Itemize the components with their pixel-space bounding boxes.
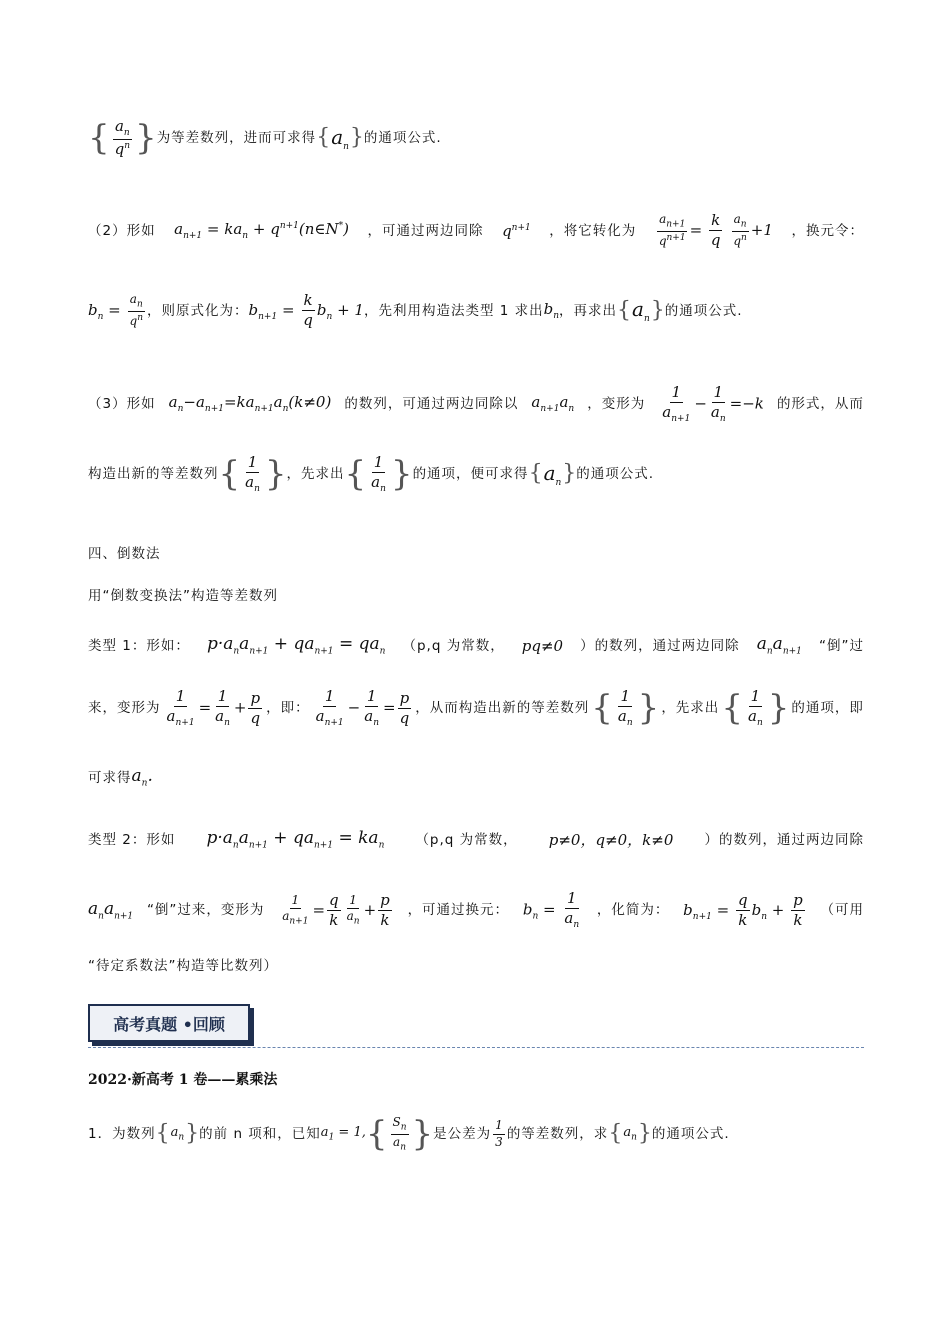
problem-1: 1．为数列 { $a_n$ } 的前 n 项和，已知 $a_1 = 1$, { $\frac{S_n}{a_n}$ } 是公差为 $\frac{1}{3}$ 的等差数列，求 { $a_n$ } 的通项公式. xyxy=(88,1114,864,1155)
formula-an: { $a_n$ } xyxy=(316,125,364,153)
type-1-line-3: 可求得 $a_n$. xyxy=(88,766,153,789)
para-3-line-2: 构造出新的等差数列 { $\frac{1}{a_n}$ } ，先求出 { $\frac{1}{a_n}$ } 的通项，便可求得 { $a_n$ } 的通项公式. xyxy=(88,454,864,495)
para-2-line-2: $b_n$ = $\frac{a_n}{q^n}$ ，则原式化为： $b_{n+1}$ = $\frac{k}{q}$ $b_n + 1$ ，先利用构造法类型 1 求出 $b_n$ ，再求出 { $a_n$ } 的通项公式. xyxy=(88,292,864,330)
type-1-line-2: 来，变形为 $\frac{1}{a_{n+1}}$ = $\frac{1}{a_n}$ + $\frac{p}{q}$ ，即： $\frac{1}{a_{n+1}}$ − $\frac{1}{a_n}$ = $\frac{p}{q}$ ，从而构造出新的等差数列 { $\frac{1}{a_n}$ } ，先求出 { $\frac{1}{a_n}$ } 的通项，即 xyxy=(88,688,864,729)
type-2-line-3: “待定系数法”构造等比数列） xyxy=(88,958,278,974)
line-1: { $\frac{a_n}{q^n}$ } 为等差数列，进而可求得 { $a_n$ } 的通项公式. xyxy=(88,118,864,159)
para-3-line-1: （3）形如 $a_n-a_{n+1}=ka_{n+1}a_n(k\ne 0)$ 的数列，可通过两边同除以 $a_{n+1}a_n$ ，变形为 $\frac{1}{a_{n+1}}$ − $\frac{1}{a_n}$ =−k 的形式，从而 xyxy=(88,383,864,425)
section-banner: 高考真题 •回顾 xyxy=(88,1004,250,1042)
type-2-line-2: $a_na_{n+1}$ “倒”过来，变形为 $\frac{1}{a_{n+1}}$ = $\frac{q}{k}$ $\frac{1}{a_n}$ + $\frac{p}{k}$ ，可通过换元： $b_n$ = $\frac{1}{a_n}$ ，化简为： $b_{n+1}$ = $\frac{q}{k}$ $b_n$ + $\frac{p}{k}$ （可用 xyxy=(88,889,864,931)
section-4-heading: 四、倒数法 xyxy=(88,546,161,562)
type-2-line-1: 类型 2：形如 $p\cdot a_na_{n+1} + qa_{n+1} = ka_n$ （p,q 为常数， p≠0，q≠0，k≠0 ）的数列，通过两边同除 xyxy=(88,828,864,851)
formula-an-over-qn: { $\frac{a_n}{q^n}$ } xyxy=(88,118,157,159)
formula-transform: $\frac{a_{n+1}}{q^{n+1}}$ = $\frac{k}{q}$ $\frac{a_n}{q^n}$ +1 xyxy=(658,211,773,250)
para-2-line-1: （2）形如 $a_{n+1} = ka_n$ + $q^{n+1}(n\in N^*)$ ，可通过两边同除 $q^{n+1}$ ，将它转化为 $\frac{a_{n+1}}{q^{n+1}}$ = $\frac{k}{q}$ $\frac{a_n}{q^n}$ +1 ，换元令： xyxy=(88,211,864,250)
section-4-subheading: 用“倒数变换法”构造等差数列 xyxy=(88,588,278,604)
type-1-line-1: 类型 1：形如： $p\cdot a_na_{n+1} + qa_{n+1} = qa_n$ （p,q 为常数， pq≠0 ）的数列，通过两边同除 $a_na_{n+1}$ “倒”过 xyxy=(88,634,864,657)
formula-recurrence: $a_{n+1} = ka_n$ + $q^{n+1}(n\in N^*)$ xyxy=(174,219,349,241)
exam-title: 2022·新高考 1 卷——累乘法 xyxy=(88,1072,278,1088)
dashed-divider xyxy=(88,1047,864,1048)
